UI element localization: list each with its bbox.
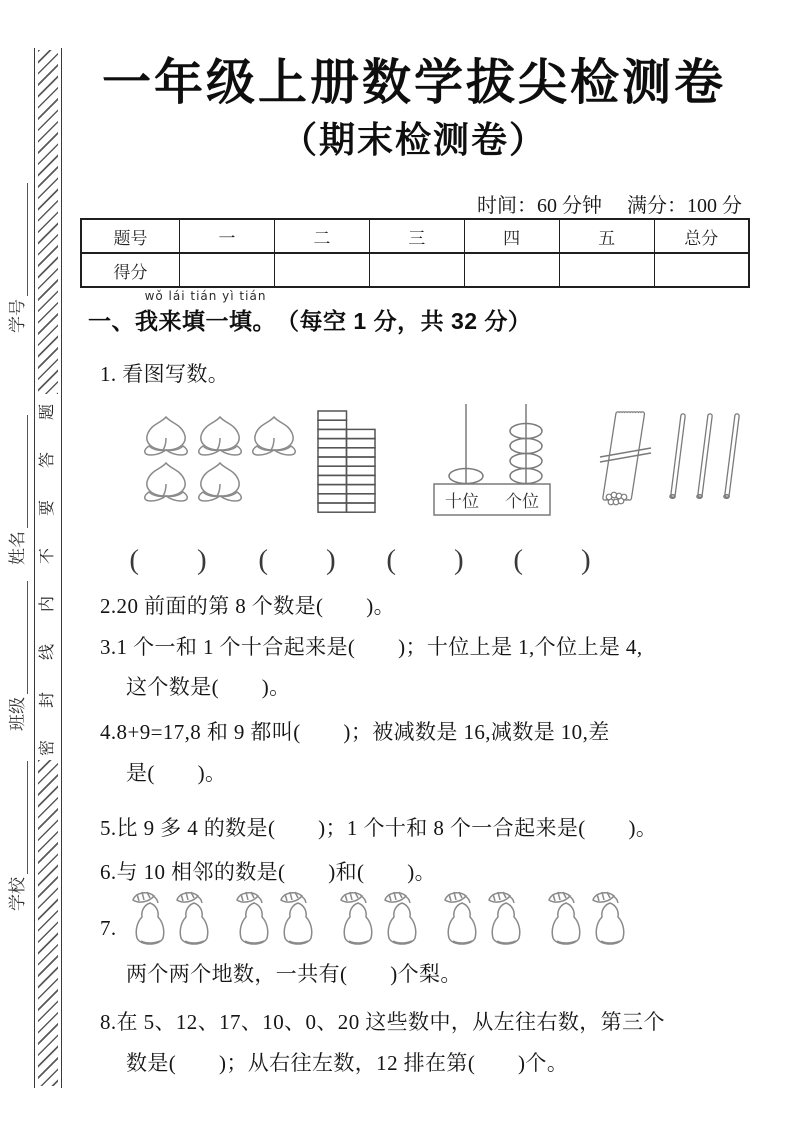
section-score-note: （每空 1 分，共 32 分）	[276, 308, 532, 334]
peach-icon	[140, 414, 192, 458]
q3-text-line1: 3.1 个一和 1 个十合起来是( )；十位上是 1,个位上是 4,	[100, 635, 643, 659]
seal-field-name	[6, 415, 28, 565]
q1-figures	[85, 402, 755, 544]
score-table-cell: 五	[559, 219, 654, 253]
score-table-cell: 一	[180, 219, 275, 253]
q2-text: 2.20 前面的第 8 个数是( )。	[100, 594, 395, 618]
q7-number: 7.	[100, 916, 117, 940]
pear-icon	[231, 889, 275, 949]
pear-icon	[171, 889, 215, 949]
section-title: 我来填一填。	[135, 308, 276, 334]
seal-field-student-id	[6, 183, 28, 333]
seal-warning-char: 封	[39, 692, 56, 709]
peach-group	[140, 414, 300, 504]
score-table-cell: 四	[464, 219, 559, 253]
seal-warning-char: 线	[39, 644, 56, 661]
score-table-cell	[559, 253, 654, 287]
seal-warning-char: 内	[39, 596, 56, 613]
seal-field-blank-line	[25, 581, 28, 694]
block-cells	[318, 411, 375, 512]
page-title: 一年级上册数学拔尖检测卷	[101, 56, 726, 110]
seal-field-blank-line	[25, 183, 28, 296]
pear-icon	[543, 889, 587, 949]
seal-warning-char: 密	[39, 740, 56, 757]
q1-answer-blank: ( )	[386, 544, 464, 576]
score-table-cell	[180, 253, 275, 287]
seal-field-blank-line	[25, 415, 28, 528]
pear-icon	[335, 889, 379, 949]
peach-icon	[194, 414, 246, 458]
page-subtitle: （期末检测卷）	[280, 119, 547, 160]
score-table	[80, 218, 750, 288]
seal-hatch-top	[38, 50, 58, 394]
peach-icon	[248, 414, 300, 458]
q6-text: 6.与 10 相邻的数是( )和( )。	[100, 860, 437, 884]
seal-field-label: 姓名	[8, 531, 27, 565]
q4-text-line2: 是( )。	[126, 761, 227, 785]
score-table-cell: 二	[274, 219, 369, 253]
seal-band	[34, 48, 62, 1088]
seal-warning-char: 要	[39, 500, 56, 517]
score-table-cell	[369, 253, 464, 287]
score-table-cell	[464, 253, 559, 287]
seal-field-label: 学号	[8, 299, 27, 333]
exam-meta: 时间：60 分钟 满分：100 分	[477, 195, 742, 217]
seal-field-label: 班级	[8, 697, 27, 731]
seal-field-label: 学校	[8, 877, 27, 911]
block-stack-icon	[317, 410, 377, 514]
seal-hatch-bottom	[38, 760, 58, 1086]
pear-pair	[127, 889, 215, 949]
seal-field-class	[6, 581, 28, 731]
seal-warning-char: 答	[39, 452, 56, 469]
seal-warning-char: 不	[39, 548, 56, 565]
section-number: 一、	[88, 308, 135, 334]
q7-caption: 两个两个地数，一共有( )个梨。	[126, 962, 462, 986]
score-table-cell	[274, 253, 369, 287]
q3-text-line2: 这个数是( )。	[126, 675, 291, 699]
peach-row-1	[140, 460, 300, 504]
q1-answer-blank: ( )	[513, 544, 591, 576]
score-table-cell: 题号	[81, 219, 180, 253]
q1-text: 1. 看图写数。	[100, 362, 230, 386]
pear-pair	[335, 889, 423, 949]
score-table-score-row	[81, 253, 749, 287]
pear-icon	[127, 889, 171, 949]
pear-icon	[275, 889, 319, 949]
peach-row-0	[140, 414, 300, 458]
pear-icon	[439, 889, 483, 949]
seal-field-blank-line	[25, 761, 28, 874]
score-table-cell: 总分	[654, 219, 749, 253]
sticks-icon	[597, 410, 745, 508]
q1-answer-blank: ( )	[258, 544, 336, 576]
section-one-heading	[88, 289, 531, 336]
peach-icon	[194, 460, 246, 504]
q1-answer-blank: ( )	[129, 544, 207, 576]
pear-icon	[587, 889, 631, 949]
pear-pair	[231, 889, 319, 949]
q5-text: 5.比 9 多 4 的数是( )；1 个十和 8 个一合起来是( )。	[100, 816, 658, 840]
seal-field-school	[6, 761, 28, 911]
score-table-cell: 三	[369, 219, 464, 253]
q8-text-line1: 8.在 5、12、17、10、0、20 这些数中，从左往右数，第三个	[100, 1010, 665, 1034]
q8-text-line2: 数是( )；从右往左数，12 排在第( )个。	[126, 1051, 569, 1075]
single-sticks	[670, 416, 737, 498]
abacus-beads	[449, 424, 542, 484]
pear-pair	[439, 889, 527, 949]
seal-warning-char: 题	[39, 404, 56, 421]
abacus-icon	[428, 402, 556, 518]
abacus-ones-label: 个位	[505, 492, 539, 511]
score-table-cell	[654, 253, 749, 287]
q4-text-line1: 4.8+9=17,8 和 9 都叫( )；被减数是 16,减数是 10,差	[100, 720, 610, 744]
score-table-cell: 得分	[81, 253, 180, 287]
section-title-ruby	[135, 289, 276, 336]
score-table-header-row	[81, 219, 749, 253]
pear-row	[127, 889, 631, 949]
pear-icon	[483, 889, 527, 949]
pear-pair	[543, 889, 631, 949]
abacus-tens-label: 十位	[445, 492, 479, 511]
peach-icon	[140, 460, 192, 504]
pear-icon	[379, 889, 423, 949]
pinyin-annotation: wǒ lái tián yì tián	[144, 289, 267, 303]
